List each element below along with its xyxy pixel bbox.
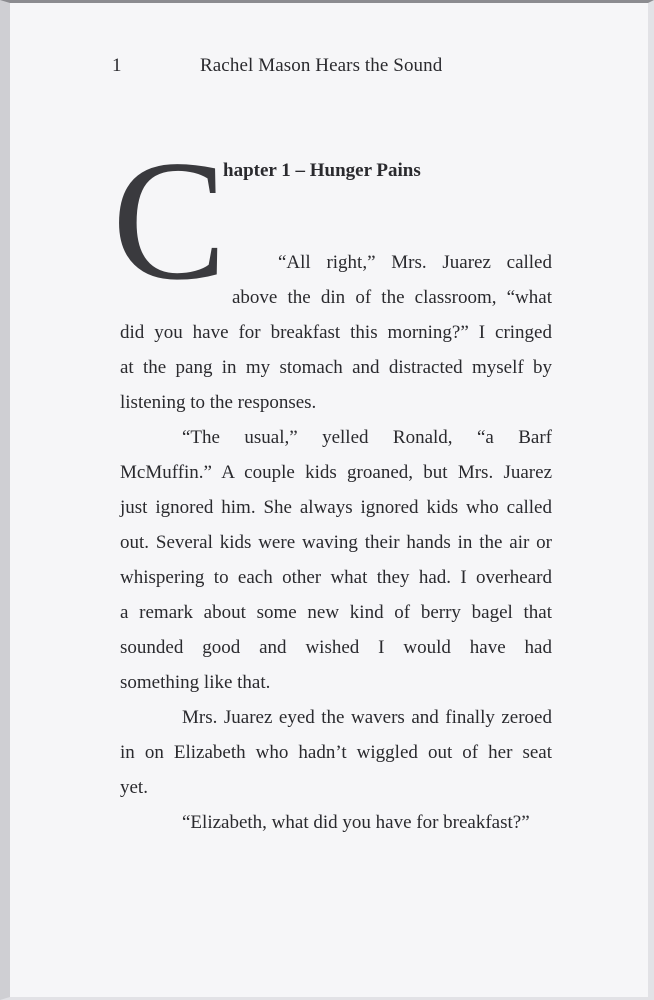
drop-cap-letter: C: [112, 126, 227, 316]
text-line: did you have for breakfast this morning?” I cringed: [120, 322, 552, 343]
text-line: something like that.: [120, 672, 271, 693]
text-line: out. Several kids were waving their hands in the air or: [120, 532, 552, 553]
book-title: Rachel Mason Hears the Sound: [200, 55, 443, 76]
text-line: McMuffin.” A couple kids groaned, but Mrs. Juarez: [120, 462, 552, 483]
text-line: “The usual,” yelled Ronald, “a Barf: [182, 427, 552, 448]
page-number: 1: [112, 55, 122, 76]
chapter-title: hapter 1 – Hunger Pains: [223, 160, 421, 181]
text-line: “Elizabeth, what did you have for breakfast?”: [182, 812, 530, 833]
text-line: listening to the responses.: [120, 392, 317, 413]
text-line: “All right,” Mrs. Juarez called: [278, 252, 552, 273]
text-line: just ignored him. She always ignored kids who called: [120, 497, 552, 518]
text-line: above the din of the classroom, “what: [232, 287, 552, 308]
text-line: whispering to each other what they had. I overheard: [120, 567, 552, 588]
text-line: in on Elizabeth who hadn’t wiggled out of her seat: [120, 742, 552, 763]
running-header: [112, 55, 552, 81]
text-line: sounded good and wished I would have had: [120, 637, 552, 658]
text-line: at the pang in my stomach and distracted myself by: [120, 357, 552, 378]
text-line: a remark about some new kind of berry bagel that: [120, 602, 552, 623]
text-line: Mrs. Juarez eyed the wavers and finally zeroed: [182, 707, 552, 728]
text-line: yet.: [120, 777, 148, 798]
